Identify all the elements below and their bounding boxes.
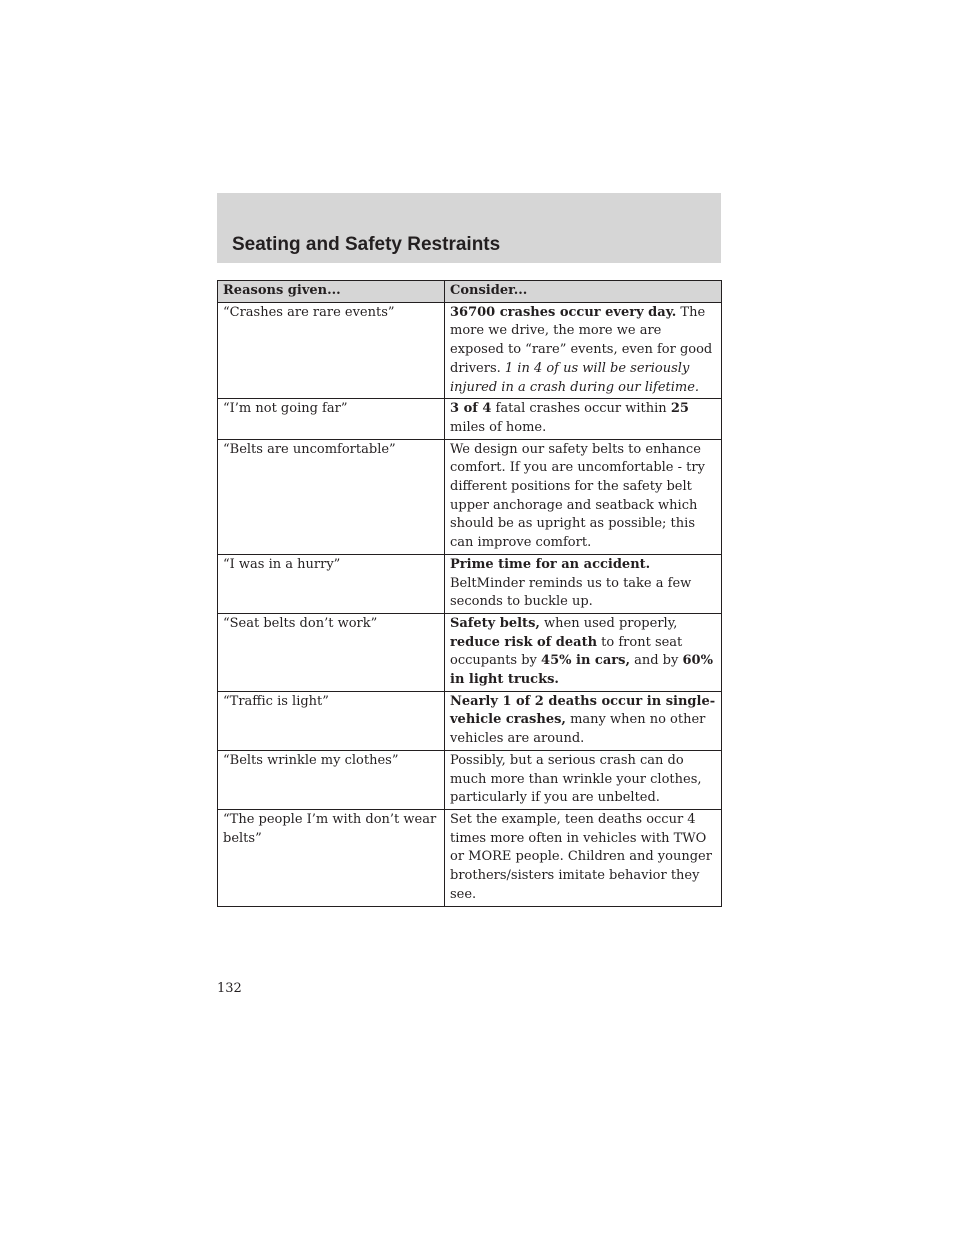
reason-cell: “I was in a hurry” xyxy=(218,554,445,613)
reason-cell: “I’m not going far” xyxy=(218,399,445,439)
bold-text: Prime time for an accident. xyxy=(450,556,651,572)
table-row xyxy=(218,399,722,439)
body-text: We design our safety belts to enhance comfort. If you are uncomfortable - try different positions for the safety belt upper anchorage and seatback which should be as upright as possible; this can improve comfort. xyxy=(450,441,705,551)
bold-text: 25 xyxy=(670,401,689,417)
consider-cell xyxy=(445,613,722,691)
table-header-row xyxy=(218,281,722,303)
reason-cell: “Crashes are rare events” xyxy=(218,302,445,399)
body-text: when used properly, xyxy=(539,615,678,631)
section-title: Seating and Safety Restraints xyxy=(232,234,501,255)
body-text: BeltMinder reminds us to take a few seconds to buckle up. xyxy=(450,575,692,610)
bold-text: Nearly 1 of 2 deaths occur in single-vehicle crashes, xyxy=(450,693,716,728)
reason-cell: “Seat belts don’t work” xyxy=(218,613,445,691)
consider-cell xyxy=(445,809,722,906)
bold-text: 60% in light trucks. xyxy=(450,653,713,688)
body-text: Possibly, but a serious crash can do much more than wrinkle your clothes, particularly if you are unbelted. xyxy=(450,752,702,806)
bold-text: Safety belts, xyxy=(450,615,540,631)
body-text: The more we drive, the more we are exposed to “rare” events, even for good drivers. xyxy=(450,304,713,376)
bold-text: 45% in cars, xyxy=(541,653,630,669)
page-number: 132 xyxy=(217,981,242,996)
body-text: to front seat occupants by xyxy=(450,634,683,669)
consider-cell xyxy=(445,399,722,439)
consider-cell xyxy=(445,750,722,809)
body-text: fatal crashes occur within xyxy=(491,401,671,417)
bold-text: 3 of 4 xyxy=(450,401,492,417)
column-header-consider: Consider... xyxy=(445,281,722,303)
consider-cell xyxy=(445,302,722,399)
body-text: Set the example, teen deaths occur 4 times more often in vehicles with TWO or MORE people. Children and younger brothers/sisters imitate behavior they see. xyxy=(450,811,712,902)
table-body xyxy=(218,302,722,906)
table-row xyxy=(218,613,722,691)
consider-cell xyxy=(445,439,722,554)
reason-cell: “The people I’m with don’t wear belts” xyxy=(218,809,445,906)
reason-cell: “Belts are uncomfortable” xyxy=(218,439,445,554)
reason-cell: “Belts wrinkle my clothes” xyxy=(218,750,445,809)
table-row xyxy=(218,439,722,554)
table-row xyxy=(218,809,722,906)
body-text: many when no other vehicles are around. xyxy=(450,712,706,747)
consider-cell xyxy=(445,691,722,750)
section-header-band xyxy=(217,193,721,263)
column-header-reasons: Reasons given... xyxy=(218,281,445,303)
table-row xyxy=(218,750,722,809)
consider-cell xyxy=(445,554,722,613)
reason-cell: “Traffic is light” xyxy=(218,691,445,750)
body-text: miles of home. xyxy=(450,419,547,435)
table-row xyxy=(218,302,722,399)
italic-text: 1 in 4 of us will be seriously injured in a crash during our lifetime. xyxy=(450,360,700,395)
table-row xyxy=(218,691,722,750)
reasons-table xyxy=(217,280,722,907)
bold-text: 36700 crashes occur every day. xyxy=(450,304,677,320)
table-row xyxy=(218,554,722,613)
bold-text: reduce risk of death xyxy=(450,634,598,650)
body-text: and by xyxy=(629,653,683,669)
